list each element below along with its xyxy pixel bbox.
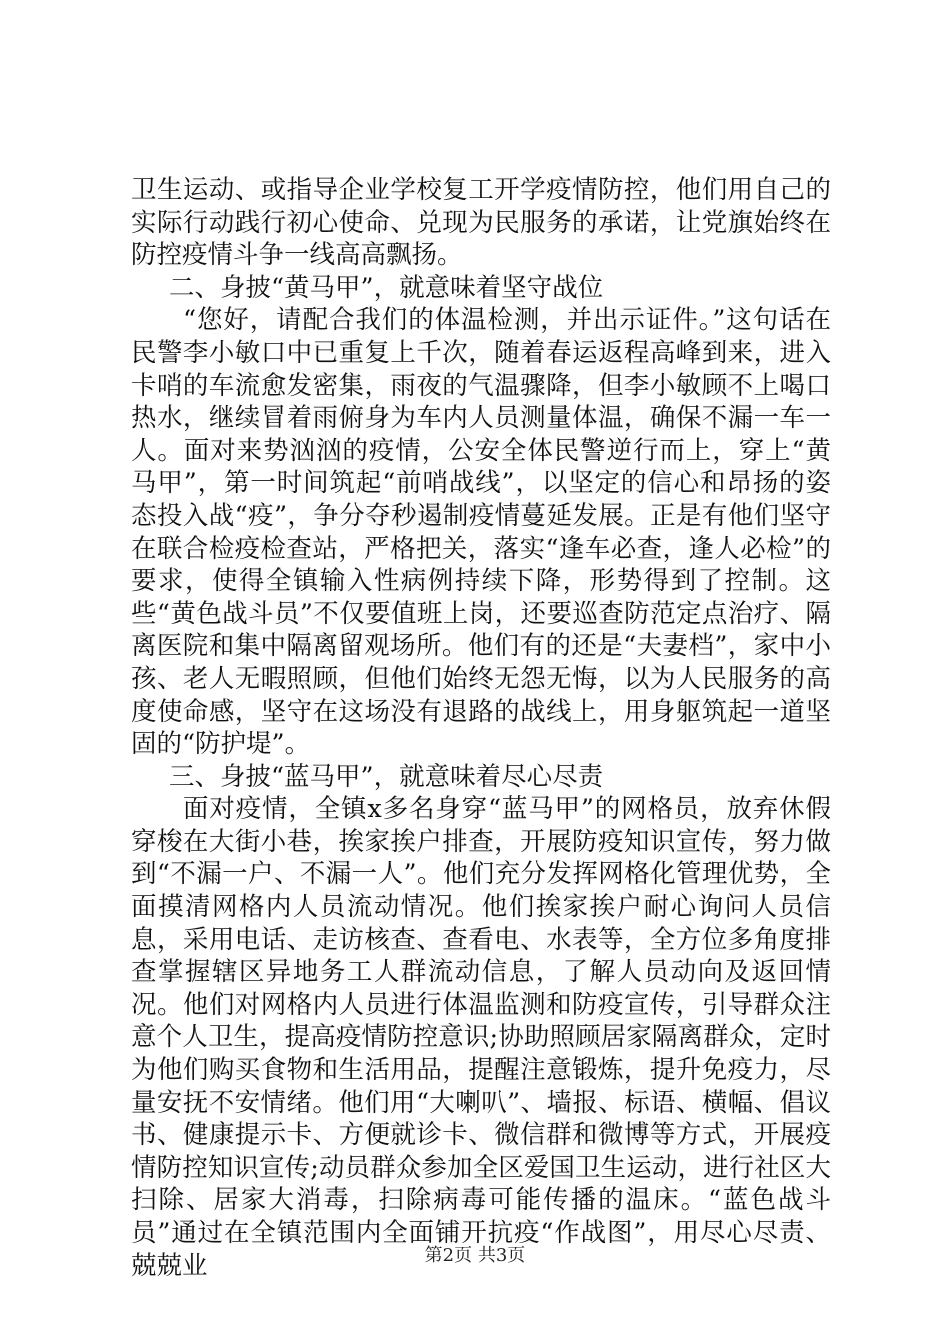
document-body [131, 174, 831, 1282]
paragraph-continued: 卫生运动、或指导企业学校复工开学疫情防控，他们用自己的实际行动践行初心使命、兑现为民服务的承诺，让党旗始终在防控疫情斗争一线高高飘扬。 [131, 175, 831, 271]
paragraph-yellow-vest: “您好，请配合我们的体温检测，并出示证件。”这句话在民警李小敏口中已重复上千次，随着春运返程高峰到来，进入卡哨的车流愈发密集，雨夜的气温骤降，但李小敏顾不上喝口热水，继续冒着雨俯身为车内人员测量体温，确保不漏一车一人。面对来势汹汹的疫情，公安全体民警逆行而上，穿上“黄马甲”，第一时间筑起“前哨战线”，以坚定的信心和昂扬的姿态投入战“疫”，争分夺秒遏制疫情蔓延发展。正是有他们坚守在联合检疫检查站，严格把关，落实“逢车必查，逢人必检”的要求，使得全镇输入性病例持续下降，形势得到了控制。这些“黄色战斗员”不仅要值班上岗，还要巡查防范定点治疗、隔离医院和集中隔离留观场所。他们有的还是“夫妻档”，家中小孩、老人无暇照顾，但他们始终无怨无悔，以为人民服务的高度使命感，坚守在这场没有退路的战线上，用身躯筑起一道坚固的“防护堤”。 [131, 305, 831, 760]
section-heading-blue-vest: 三、身披“蓝马甲”，就意味着尽心尽责 [169, 761, 604, 792]
paragraph-blue-vest: 面对疫情，全镇x多名身穿“蓝马甲”的网格员，放弃休假穿梭在大街小巷，挨家挨户排查，开展防疫知识宣传，努力做到“不漏一户、不漏一人”。他们充分发挥网格化管理优势，全面摸清网格内人员流动情况。他们挨家挨户耐心询问人员信息，采用电话、走访核查、查看电、水表等，全方位多角度排查掌握辖区异地务工人群流动信息，了解人员动向及返回情况。他们对网格内人员进行体温监测和防疫宣传，引导群众注意个人卫生，提高疫情防控意识;协助照顾居家隔离群众，定时为他们购买食物和生活用品，提醒注意锻炼，提升免疫力，尽量安抚不安情绪。他们用“大喇叭”、墙报、标语、横幅、倡议书、健康提示卡、方便就诊卡、微信群和微博等方式，开展疫情防控知识宣传;动员群众参加全区爱国卫生运动，进行社区大扫除、居家大消毒，扫除病毒可能传播的温床。“蓝色战斗员”通过在全镇范围内全面铺开抗疫“作战图”，用尽心尽责、兢兢业 [131, 794, 831, 1281]
section-heading-yellow-vest: 二、身披“黄马甲”，就意味着坚守战位 [169, 272, 604, 303]
page-footer: 第2页 共3页 [424, 1245, 526, 1266]
